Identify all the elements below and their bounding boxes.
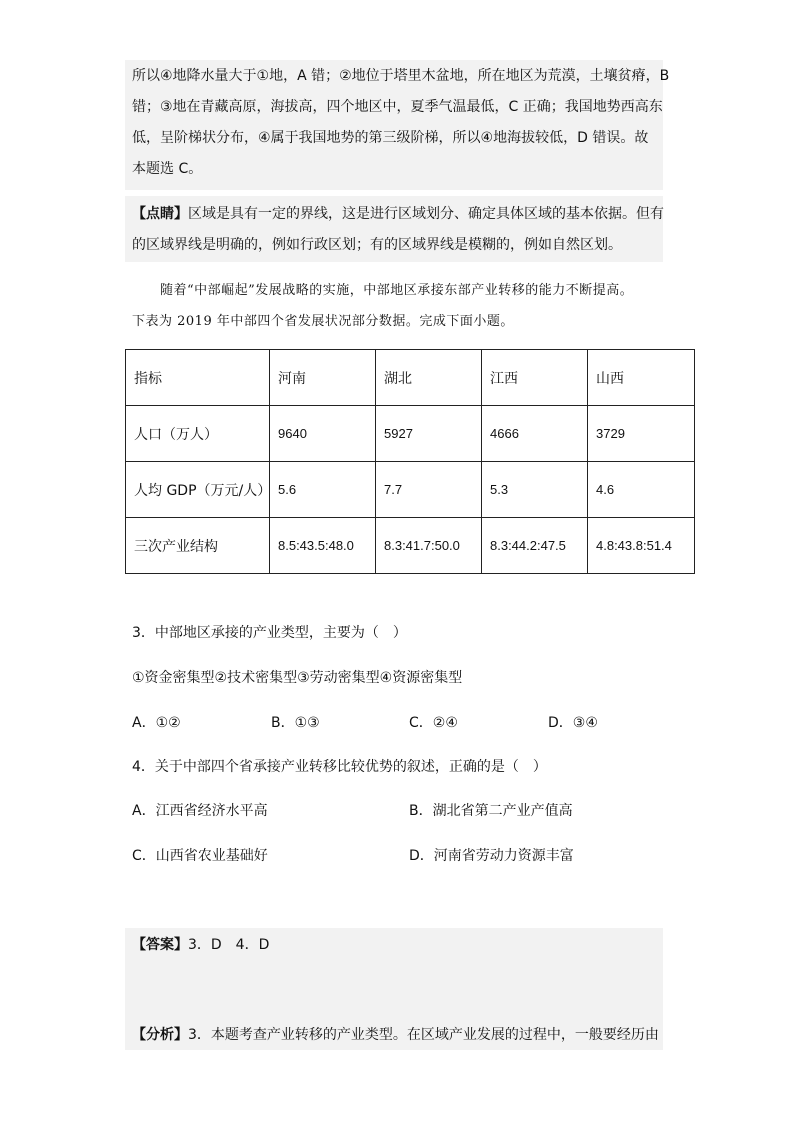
answer-text: 3．D 4．D: [188, 937, 270, 953]
q3-option-b: B．①③: [271, 715, 320, 731]
answer-label: 【答案】: [132, 937, 188, 953]
table-cell: 三次产业结构: [126, 518, 270, 574]
table-cell: 8.5:43.5:48.0: [270, 518, 376, 574]
table-header-cell: 湖北: [376, 350, 482, 406]
table-header-cell: 指标: [126, 350, 270, 406]
q4-option-b: B．湖北省第二产业产值高: [409, 803, 573, 819]
q3-option-c: C．②④: [409, 715, 458, 731]
table-cell: 9640: [270, 406, 376, 462]
table-cell: 4.6: [588, 462, 695, 518]
table-cell: 8.3:44.2:47.5: [482, 518, 588, 574]
explanation-line-2: 错；③地在青藏高原，海拔高，四个地区中，夏季气温最低，C 正确；我国地势西高东: [132, 99, 663, 115]
province-data-table: [125, 349, 695, 574]
analysis-line: [132, 1025, 659, 1045]
q3-stem: 3．中部地区承接的产业类型，主要为（ ）: [132, 625, 407, 641]
tip-text-1: 区域是具有一定的界线，这是进行区域划分、确定具体区域的基本依据。但有: [188, 206, 664, 222]
table-cell: 人口（万人）: [126, 406, 270, 462]
table-header-cell: 河南: [270, 350, 376, 406]
answer-line: [132, 935, 269, 955]
intro-line-2: 下表为 2019 年中部四个省发展状况部分数据。完成下面小题。: [132, 314, 514, 329]
table-header-cell: 江西: [482, 350, 588, 406]
table-cell: 5.6: [270, 462, 376, 518]
q3-items: ①资金密集型②技术密集型③劳动密集型④资源密集型: [132, 670, 463, 686]
tip-line-1: [132, 204, 664, 224]
analysis-label: 【分析】: [132, 1027, 188, 1043]
table-cell: 4.8:43.8:51.4: [588, 518, 695, 574]
q4-option-d: D．河南省劳动力资源丰富: [409, 848, 574, 864]
analysis-text: 3．本题考查产业转移的产业类型。在区域产业发展的过程中，一般要经历由: [188, 1027, 659, 1043]
table-header-cell: 山西: [588, 350, 695, 406]
q4-option-a: A．江西省经济水平高: [132, 803, 268, 819]
table-cell: 3729: [588, 406, 695, 462]
table-row: [126, 406, 695, 462]
table-cell: 7.7: [376, 462, 482, 518]
explanation-line-3: 低，呈阶梯状分布，④属于我国地势的第三级阶梯，所以④地海拔较低，D 错误。故: [132, 130, 649, 146]
explanation-line-4: 本题选 C。: [132, 161, 203, 177]
q4-option-c: C．山西省农业基础好: [132, 848, 268, 864]
table-row: [126, 518, 695, 574]
tip-line-2: 的区域界线是明确的，例如行政区划；有的区域界线是模糊的，例如自然区划。: [132, 237, 622, 253]
table-cell: 8.3:41.7:50.0: [376, 518, 482, 574]
table-cell: 人均 GDP（万元/人）: [126, 462, 270, 518]
intro-line-1: 随着“中部崛起”发展战略的实施，中部地区承接东部产业转移的能力不断提高。: [160, 283, 634, 298]
tip-label: 【点睛】: [132, 206, 188, 222]
q4-stem: 4．关于中部四个省承接产业转移比较优势的叙述，正确的是（ ）: [132, 759, 547, 775]
q3-option-a: A．①②: [132, 715, 181, 731]
table-cell: 5927: [376, 406, 482, 462]
table-header-row: [126, 350, 695, 406]
table-row: [126, 462, 695, 518]
table-cell: 4666: [482, 406, 588, 462]
table-cell: 5.3: [482, 462, 588, 518]
explanation-line-1: 所以④地降水量大于①地，A 错；②地位于塔里木盆地，所在地区为荒漠，土壤贫瘠，B: [132, 68, 670, 84]
q3-option-d: D．③④: [548, 715, 598, 731]
